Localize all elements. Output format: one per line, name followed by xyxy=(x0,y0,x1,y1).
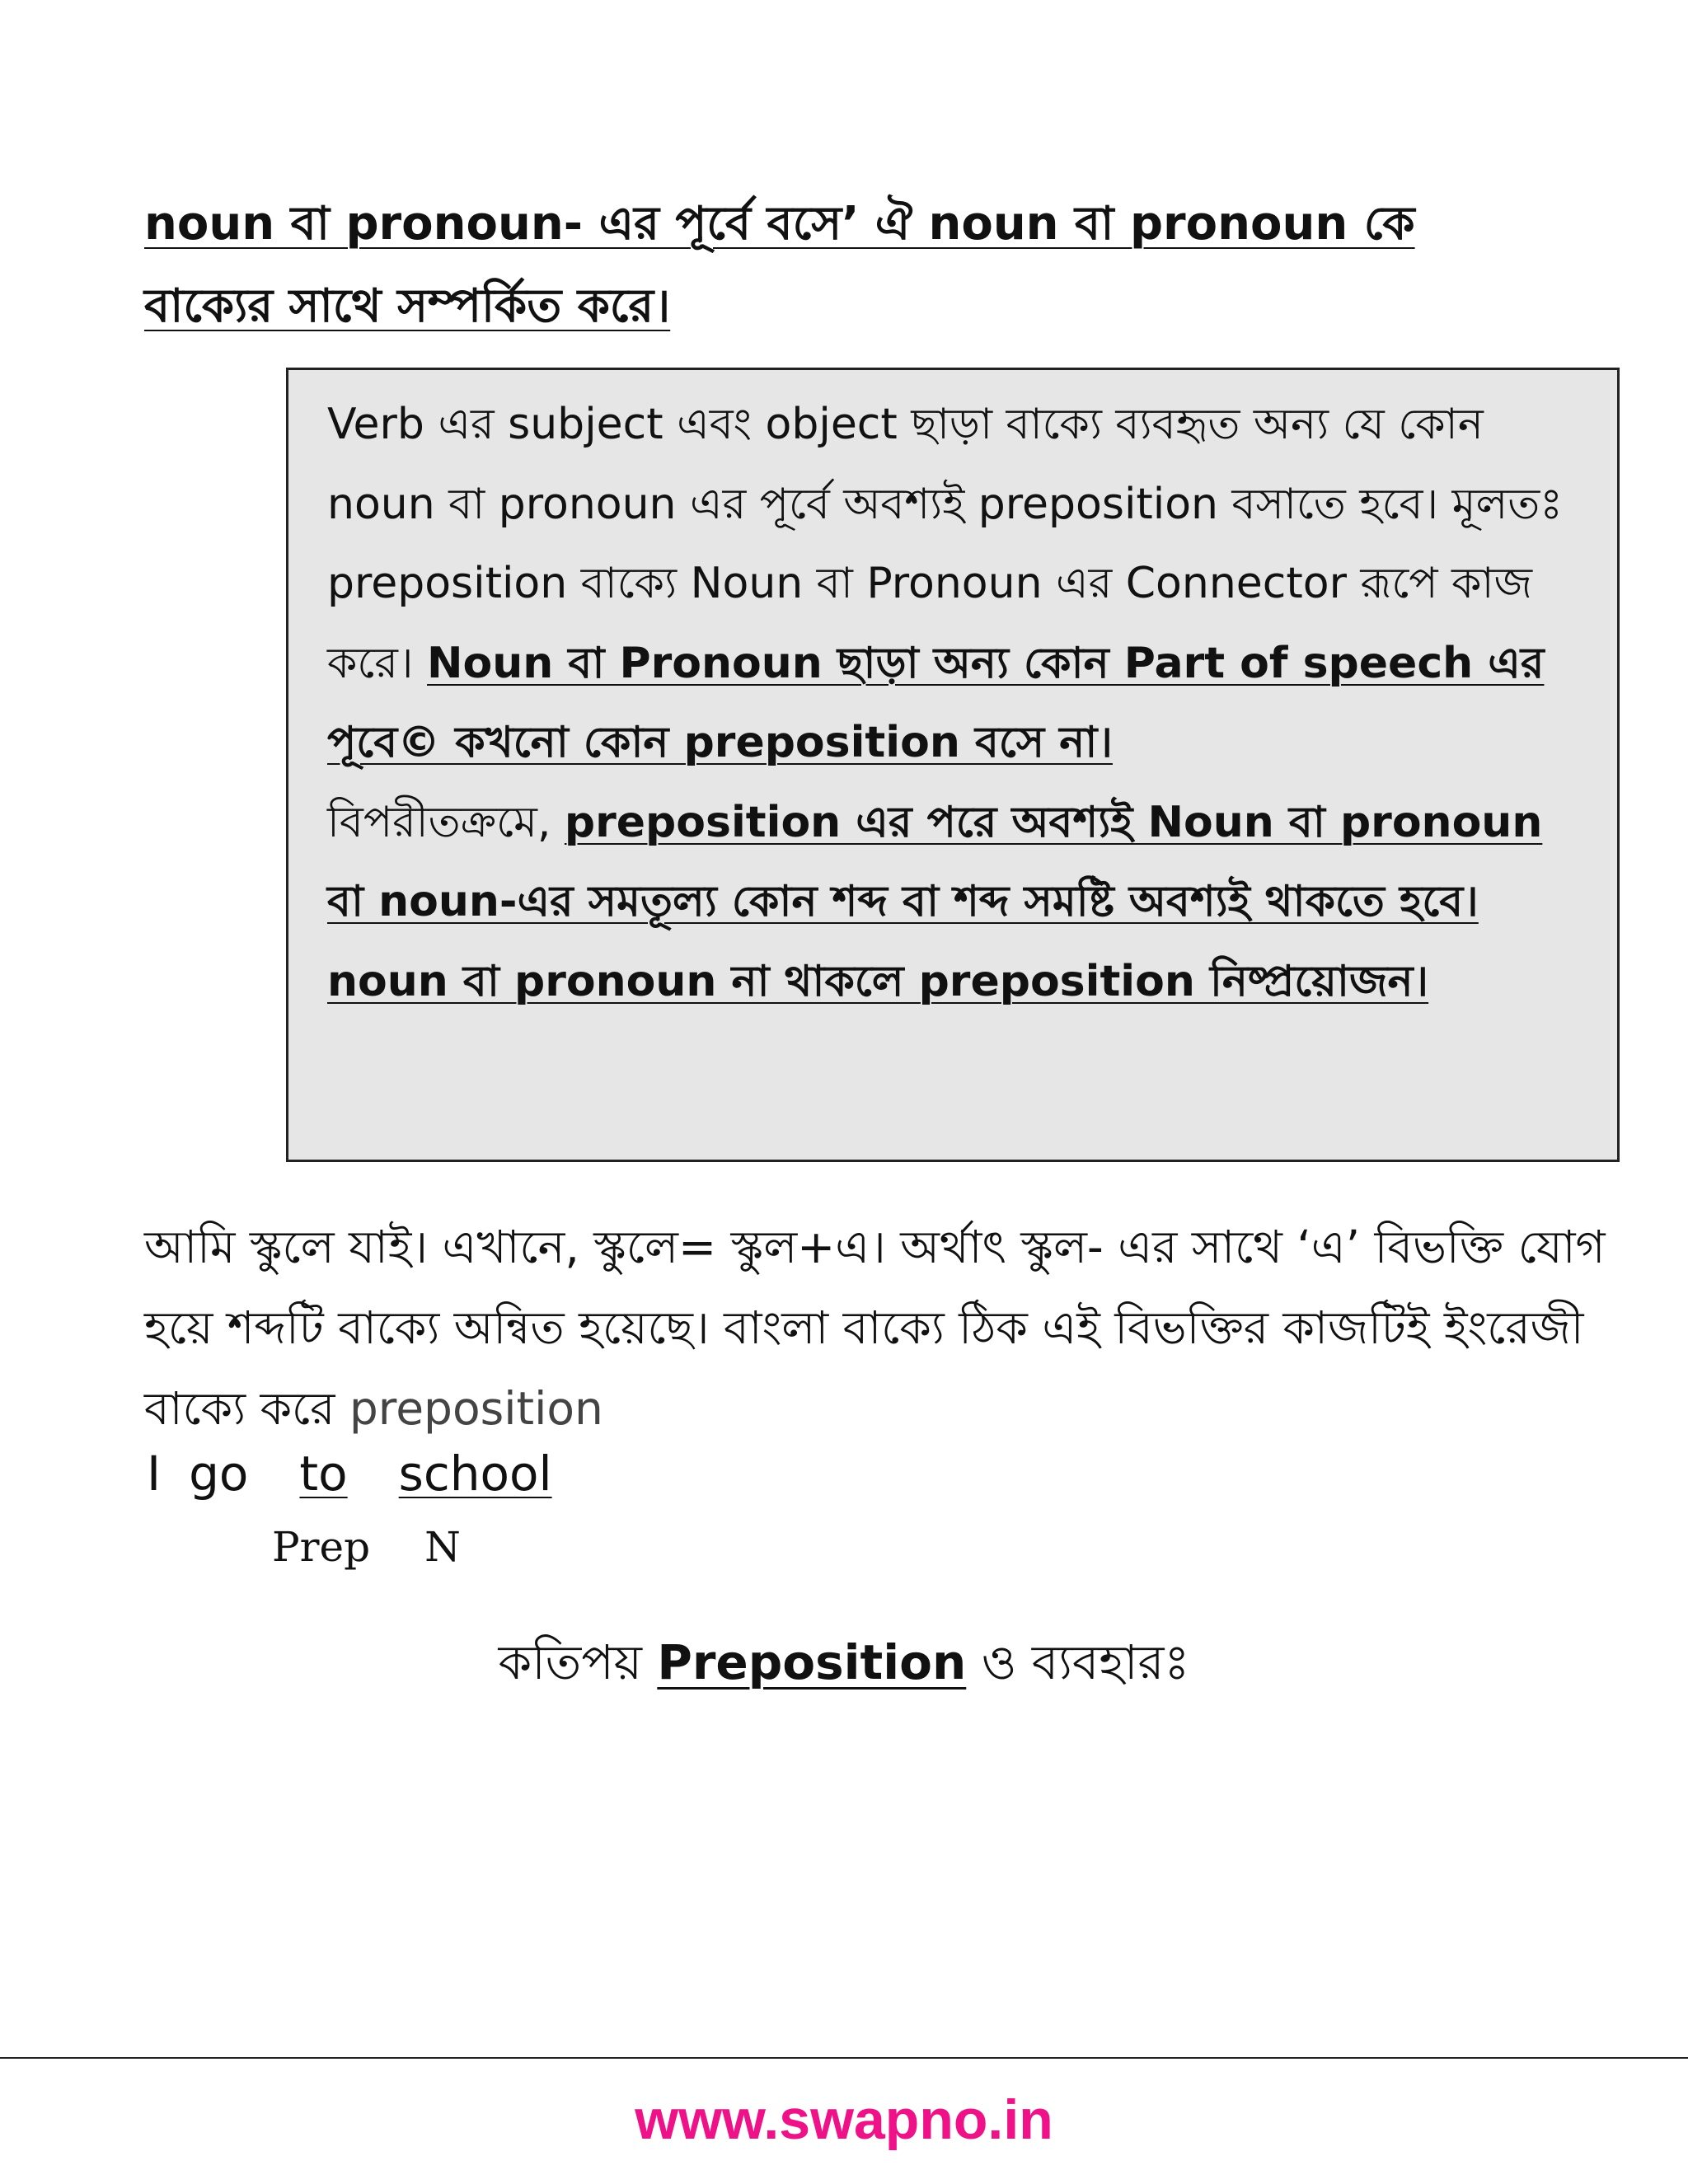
part-of-speech-labels xyxy=(272,1518,461,1576)
rule-text-plain-2: বিপরীতক্রমে, xyxy=(327,797,551,847)
section-title-keyword: Preposition xyxy=(657,1634,967,1690)
label-prep: Prep xyxy=(272,1523,371,1571)
rule-text-bold-1: Noun বা Pronoun ছাড়া অন্য কোন Part of speech এর পূবে© কখনো কোন preposition বসে না। xyxy=(327,638,1545,767)
rule-text-bold-2: preposition এর পরে অবশ্যই Noun বা pronoun বা noun-এর সমতূল্য কোন শব্দ বা শব্দ সমষ্টি অবশ্যই থাকতে হবে। noun বা pronoun না থাকলে preposition নিষ্প্রয়োজন। xyxy=(327,797,1543,1006)
page-heading xyxy=(144,183,1611,348)
rule-paragraph xyxy=(327,385,1584,1021)
explanation-paragraph xyxy=(144,1207,1628,1449)
section-title-prefix: কতিপয় xyxy=(498,1634,642,1690)
rule-text-plain-1: Verb এর subject এবং object ছাড়া বাক্যে ব্যবহৃত অন্য যে কোন noun বা pronoun এর পূর্বে অবশ্যই preposition বসাতে হবে। মূলতঃ preposition বাক্যে Noun বা Pronoun এর Connector রূপে কাজ করে। xyxy=(327,400,1563,688)
example-word-school: school xyxy=(398,1446,552,1502)
label-noun: N xyxy=(424,1523,461,1571)
heading-line-2: বাক্যের সাথে সম্পর্কিত করে। xyxy=(144,279,671,333)
example-word-go: go xyxy=(189,1446,249,1502)
explanation-text: আমি স্কুলে যাই। এখানে, স্কুলে= স্কুল+এ। অর্থাৎ স্কুল- এর সাথে ‘এ’ বিভক্তি যোগ হয়ে শব্দটি বাক্যে অন্বিত হয়েছে। বাংলা বাক্যে ঠিক এই বিভক্তির কাজটিই ইংরেজী বাক্যে করে xyxy=(144,1221,1606,1435)
rule-box xyxy=(286,368,1620,1162)
explanation-trail: preposition xyxy=(349,1382,603,1435)
example-word-to: to xyxy=(299,1446,348,1502)
section-title-suffix: ও ব্যবহারঃ xyxy=(981,1634,1190,1690)
section-title xyxy=(0,1625,1688,1699)
example-sentence xyxy=(147,1441,552,1507)
heading-line-1: noun বা pronoun- এর পূর্বে বসে’ ঐ noun বা pronoun কে xyxy=(144,197,1415,251)
example-word-i: I xyxy=(147,1446,162,1502)
footer-divider xyxy=(0,2057,1688,2059)
footer-url-link[interactable]: www.swapno.in xyxy=(635,2088,1053,2151)
